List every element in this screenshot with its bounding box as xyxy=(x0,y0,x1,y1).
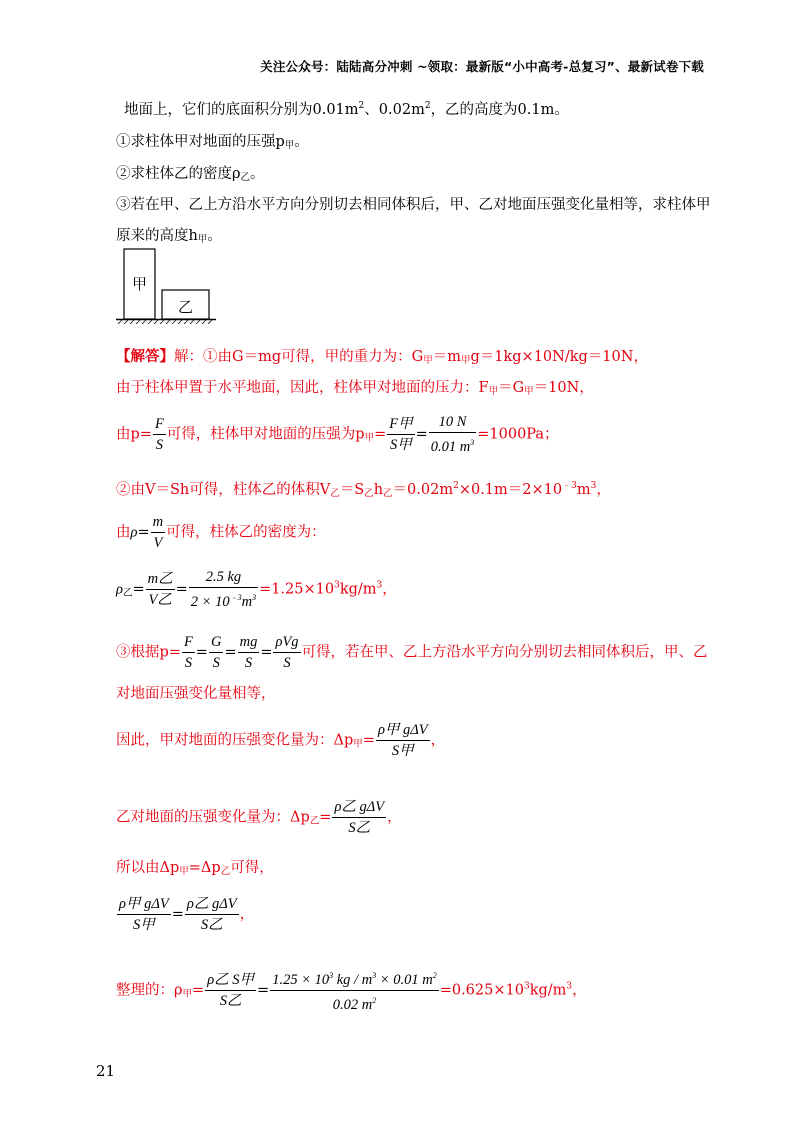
solution-step-8: 对地面压强变化量相等， xyxy=(116,686,276,702)
solution-step-3: 由p= $\frac{F}{S}$ 可得，柱体甲对地面的压强为$p_甲=$ $\frac{\text{F甲}}{\text{S甲}}$ = $\frac{10 N}{0.01 m^3}$ =1000Pa； xyxy=(116,414,559,455)
block-b-label: 乙 xyxy=(177,298,194,316)
solution-step-4: ②由V＝Sh可得，柱体乙的体积$V_乙=S_乙h_乙=0.02m^2\times 0.1m=2\times 10^{﹣3}m^3$， xyxy=(116,481,611,499)
solution-step-1: 【解答】解：①由G＝mg可得，甲的重力为：$G_甲=m_甲g=1kg\times 10N/kg=10N$， xyxy=(116,348,648,366)
solution-step-2: 由于柱体甲置于水平地面，因此，柱体甲对地面的压力：$F_甲=G_甲=10N$， xyxy=(116,380,594,397)
page-header: 关注公众号：陆陆高分冲刺 ~领取：最新版“小中高考-总复习”、最新试卷下载 xyxy=(260,59,704,74)
question-3: ③若在甲、乙上方沿水平方向分别切去相同体积后，甲、乙对地面压强变化量相等，求柱体甲 xyxy=(116,197,711,213)
solution-step-10: 乙对地面的压强变化量为：$\Delta p_乙=$ $\frac{\text{ρ乙 gΔV}}{\text{S乙}}$ ， xyxy=(116,799,402,836)
question-2: ②求柱体乙的密度$\rho_乙$。 xyxy=(116,166,265,183)
solution-step-12: $\frac{\text{ρ甲 gΔV}}{\text{S甲}}$ = $\frac{\text{ρ乙 gΔV}}{\text{S乙}}$ ， xyxy=(119,896,255,933)
solution-step-6: $\rho_乙=$ $\frac{\text{m乙}}{\text{V乙}}$ = $\frac{2.5 kg}{2 \times 10^{﹣3}m^3}$ $=1.25\times 10^3kg/m^3$， xyxy=(116,569,397,610)
solution-step-9: 因此，甲对地面的压强变化量为：$\Delta p_甲=$ $\frac{\text{ρ甲 gΔV}}{\text{S甲}}$ ， xyxy=(116,722,446,759)
solution-step-13: 整理的：$\rho_甲=$ $\frac{\text{ρ乙 S甲}}{\text{S乙}}$ = $\frac{1.25 \times 10^3 kg / m^3 \times 0.01 m^2}{0.02 m^2}$ $=0.625\times 10^3kg/m^3$， xyxy=(116,966,587,1015)
solution-step-11: 所以由$\Delta p_甲=\Delta p_乙$可得， xyxy=(116,860,274,877)
problem-intro: 地面上，它们的底面积分别为$0.01m^2$、$0.02m^2$，乙的高度为0.1m。 xyxy=(124,101,569,118)
solution-step-7: ③根据p= $\frac{F}{S}$ = $\frac{G}{S}$ = $\frac{mg}{S}$ = $\frac{\text{ρVg}}{S}$ 可得，若在甲、乙上方沿水平方向分别切去相同体积后，甲、乙 xyxy=(116,634,708,671)
page-number: 21 xyxy=(96,1062,116,1080)
block-a-label: 甲 xyxy=(131,275,148,293)
question-1: ①求柱体甲对地面的压强$p_甲$。 xyxy=(116,134,309,151)
question-3-cont: 原来的高度$h_甲$。 xyxy=(116,228,222,245)
cylinders-figure xyxy=(116,246,216,324)
solution-step-5: 由ρ= $\frac{m}{V}$ 可得，柱体乙的密度为： xyxy=(116,514,326,551)
